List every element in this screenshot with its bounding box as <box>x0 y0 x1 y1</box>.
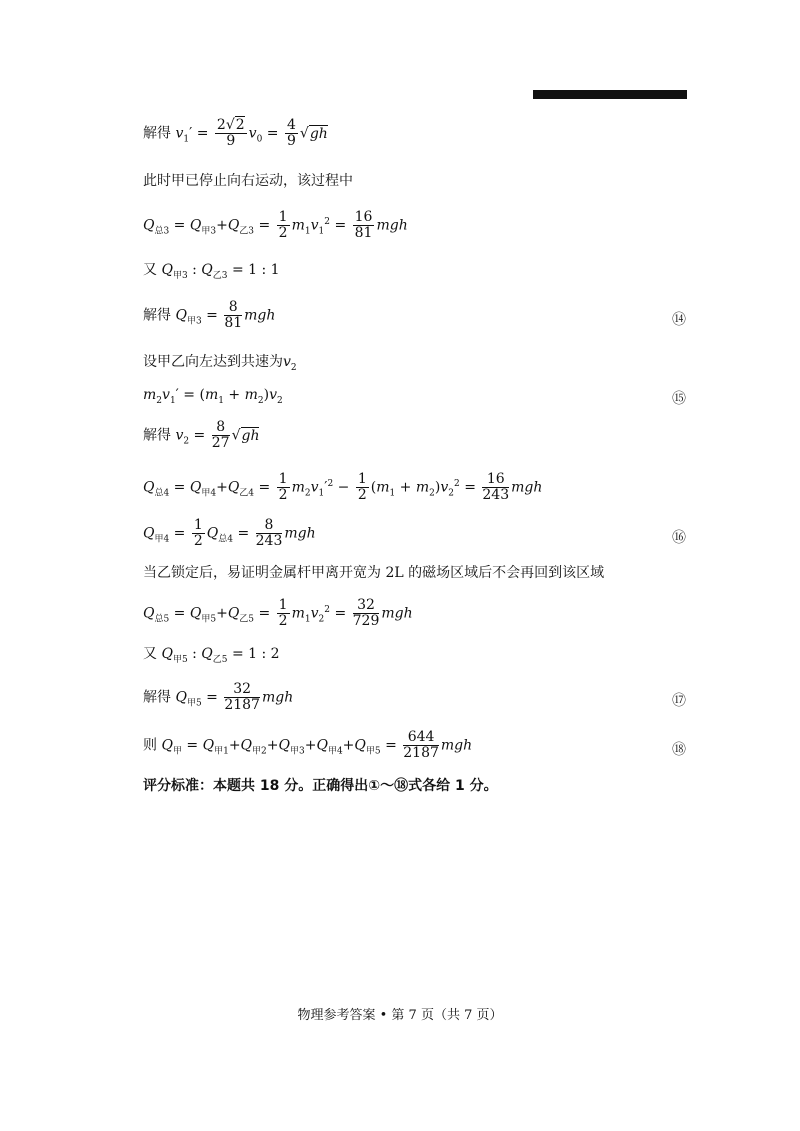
text-set-v2: 设甲乙向左达到共速为$v_2$ <box>143 354 297 373</box>
eq-momentum: $m_2v_1' = (m_1 + m_2)v_2$ <box>143 387 283 406</box>
eq-ratio-3: 又 $Q_{甲3}$ : $Q_{乙3} = 1$ : 1 <box>143 262 280 281</box>
text-stop: 此时甲已停止向右运动，该过程中 <box>143 173 353 189</box>
eq-number-18: ⑱ <box>672 742 686 758</box>
eq-q-jia-total: 则 $Q_甲 = Q_{甲1}+Q_{甲2}+Q_{甲3}+Q_{甲4}+Q_{甲5}$ = $\frac{644}{2187}$ mgh <box>143 729 473 761</box>
text-lock: 当乙锁定后，易证明金属杆甲离开宽为 2L 的磁场区域后不会再回到该区域 <box>143 565 605 581</box>
eq-ratio-5: 又 $Q_{甲5}$ : $Q_{乙5} = 1$ : 2 <box>143 646 280 665</box>
eq-number-16: ⑯ <box>672 530 686 546</box>
scoring-criteria: 评分标准：本题共 18 分。正确得出①～⑱式各给 1 分。 <box>143 778 498 794</box>
eq-q-jia-4: $Q_{甲4}$ = $\frac{1}{2}$ $Q_{总4}$ = $\frac{8}{243}$ mgh <box>143 517 316 549</box>
eq-number-15: ⑮ <box>672 391 686 407</box>
eq-q-jia-3: 解得 $Q_{甲3}$ = $\frac{8}{81}$ mgh <box>143 299 276 331</box>
page-footer: 物理参考答案 • 第 7 页（共 7 页） <box>297 1008 503 1023</box>
eq-q-jia-5: 解得 $Q_{甲5}$ = $\frac{32}{2187}$ mgh <box>143 681 294 713</box>
eq-q-total-3: $Q_{总3} = Q_{甲3}+Q_{乙3}$ = $\frac{1}{2}$ $m_1v_1^2$ = $\frac{16}{81}$ mgh <box>143 209 408 241</box>
eq-v1-prime: 解得 $v_1'$ = $\frac{2√2}{9}$ $v_0$ = $\frac{4}{9}$ √gh <box>143 117 328 149</box>
eq-q-total-5: $Q_{总5} = Q_{甲5}+Q_{乙5}$ = $\frac{1}{2}$ $m_1v_2^2$ = $\frac{32}{729}$ mgh <box>143 597 413 629</box>
eq-q-total-4: $Q_{总4} = Q_{甲4}+Q_{乙4}$ = $\frac{1}{2}$ $m_2v_1'^2$ − $\frac{1}{2}$ $(m_1 + m_2)v_2^2$ = $\frac{16}{243}$ mgh <box>143 471 543 503</box>
header-bar <box>533 90 687 99</box>
eq-v2: 解得 $v_2$ = $\frac{8}{27}$ √gh <box>143 419 260 451</box>
eq-number-17: ⑰ <box>672 693 686 709</box>
eq-number-14: ⑭ <box>672 312 686 328</box>
